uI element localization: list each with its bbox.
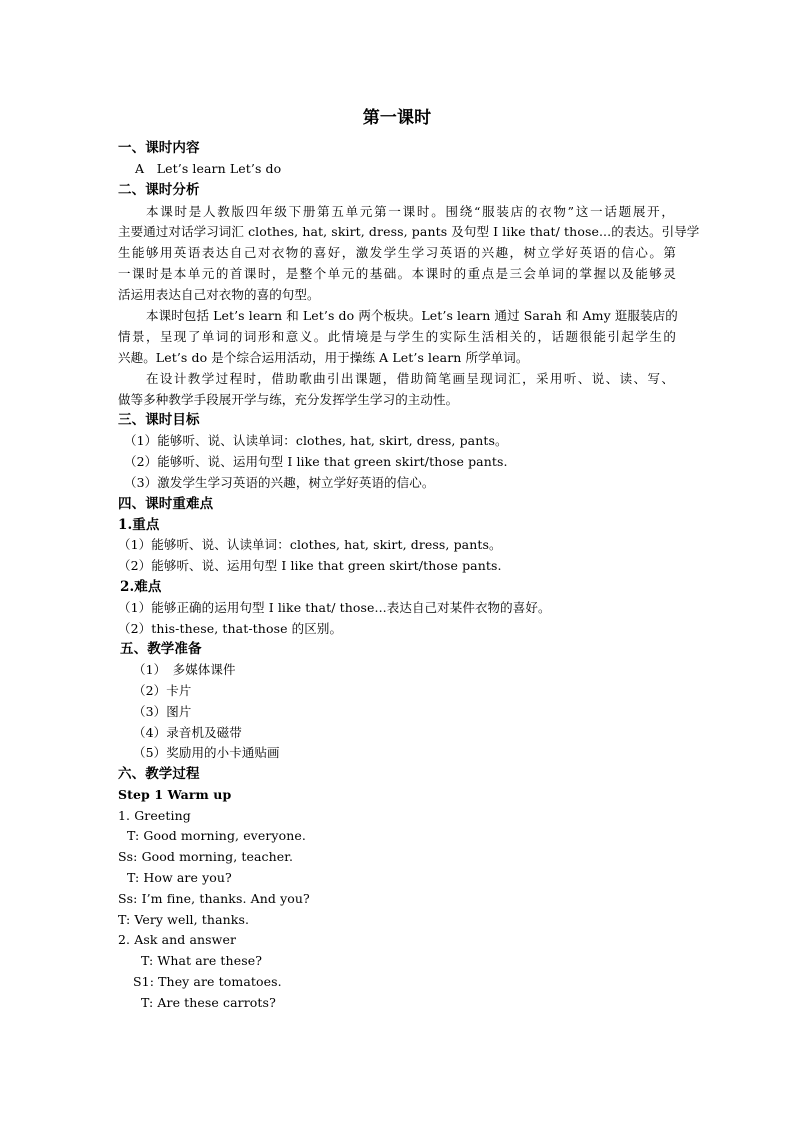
process-line: T: Are these carrots? xyxy=(141,995,276,1010)
list-item: （3）激发学生学习英语的兴趣，树立学好英语的信心。 xyxy=(124,475,435,490)
paragraph-line: 本课时包括 Let’s learn 和 Let’s do 两个板块。Let’s learn 通过 Sarah 和 Amy 逛服装店的 xyxy=(146,308,678,323)
list-item: （1） 多媒体课件 xyxy=(133,662,236,677)
list-item: （2）能够听、说、运用句型 I like that green skirt/those pants. xyxy=(118,558,502,573)
paragraph-line: 生能够用英语表达自己对衣物的喜好，激发学生学习英语的兴趣，树立学好英语的信心。第 xyxy=(118,245,676,260)
section-text: A Let’s learn Let’s do xyxy=(135,161,282,176)
section-heading-analysis: 二、课时分析 xyxy=(118,182,200,198)
process-line: Ss: Good morning, teacher. xyxy=(118,849,294,864)
section-heading-key-difficult: 四、课时重难点 xyxy=(118,496,214,512)
section-heading-preparation: 五、教学准备 xyxy=(120,641,202,657)
subheading-key-points: 1.重点 xyxy=(118,517,160,533)
process-line: 1. Greeting xyxy=(118,808,191,823)
paragraph-line: 情景，呈现了单词的词形和意义。此情境是与学生的实际生活相关的，话题很能引起学生的 xyxy=(118,329,676,344)
list-item: （2）卡片 xyxy=(133,683,192,698)
list-item: （2）this-these, that-those 的区别。 xyxy=(118,621,343,636)
list-item: （5）奖励用的小卡通贴画 xyxy=(133,745,280,760)
process-line: T: How are you? xyxy=(127,870,232,885)
subheading-difficult-points: 2.难点 xyxy=(120,579,162,595)
paragraph-line: 主要通过对话学习词汇 clothes, hat, skirt, dress, pants 及句型 I like that/ those...的表达。引导学 xyxy=(118,224,700,239)
paragraph-line: 做等多种教学手段展开学与练，充分发挥学生学习的主动性。 xyxy=(118,392,459,407)
list-item: （1）能够听、说、认读单词：clothes, hat, skirt, dress, pants。 xyxy=(118,537,502,552)
list-item: （3）图片 xyxy=(133,704,192,719)
process-line: T: Very well, thanks. xyxy=(118,912,250,927)
paragraph-line: 本课时是人教版四年级下册第五单元第一课时。围绕“服装店的衣物”这一话题展开， xyxy=(146,204,674,219)
paragraph-line: 在设计教学过程时，借助歌曲引出课题，借助简笔画呈现词汇，采用听、说、读、写、 xyxy=(146,371,674,386)
document-title: 第一课时 xyxy=(362,108,432,128)
paragraph-line: 活运用表达自己对衣物的喜的句型。 xyxy=(118,287,320,302)
section-heading-goals: 三、课时目标 xyxy=(118,412,200,428)
list-item: （1）能够正确的运用句型 I like that/ those...表达自己对某件衣物的喜好。 xyxy=(118,600,551,615)
process-line: Ss: I’m fine, thanks. And you? xyxy=(118,891,310,906)
section-heading-content: 一、课时内容 xyxy=(118,140,200,156)
process-line: S1: They are tomatoes. xyxy=(133,974,282,989)
list-item: （4）录音机及磁带 xyxy=(133,725,242,740)
process-line: T: Good morning, everyone. xyxy=(127,828,306,843)
paragraph-line: 一课时是本单元的首课时，是整个单元的基础。本课时的重点是三会单词的掌握以及能够灵 xyxy=(118,266,676,281)
paragraph-line: 兴趣。Let’s do 是个综合运用活动，用于操练 A Let’s learn 所学单词。 xyxy=(118,350,529,365)
process-line: 2. Ask and answer xyxy=(118,932,237,947)
process-line: T: What are these? xyxy=(141,953,263,968)
list-item: （2）能够听、说、运用句型 I like that green skirt/those pants. xyxy=(124,454,508,469)
section-heading-process: 六、教学过程 xyxy=(118,766,200,782)
step-heading: Step 1 Warm up xyxy=(118,787,232,802)
list-item: （1）能够听、说、认读单词：clothes, hat, skirt, dress, pants。 xyxy=(124,433,508,448)
